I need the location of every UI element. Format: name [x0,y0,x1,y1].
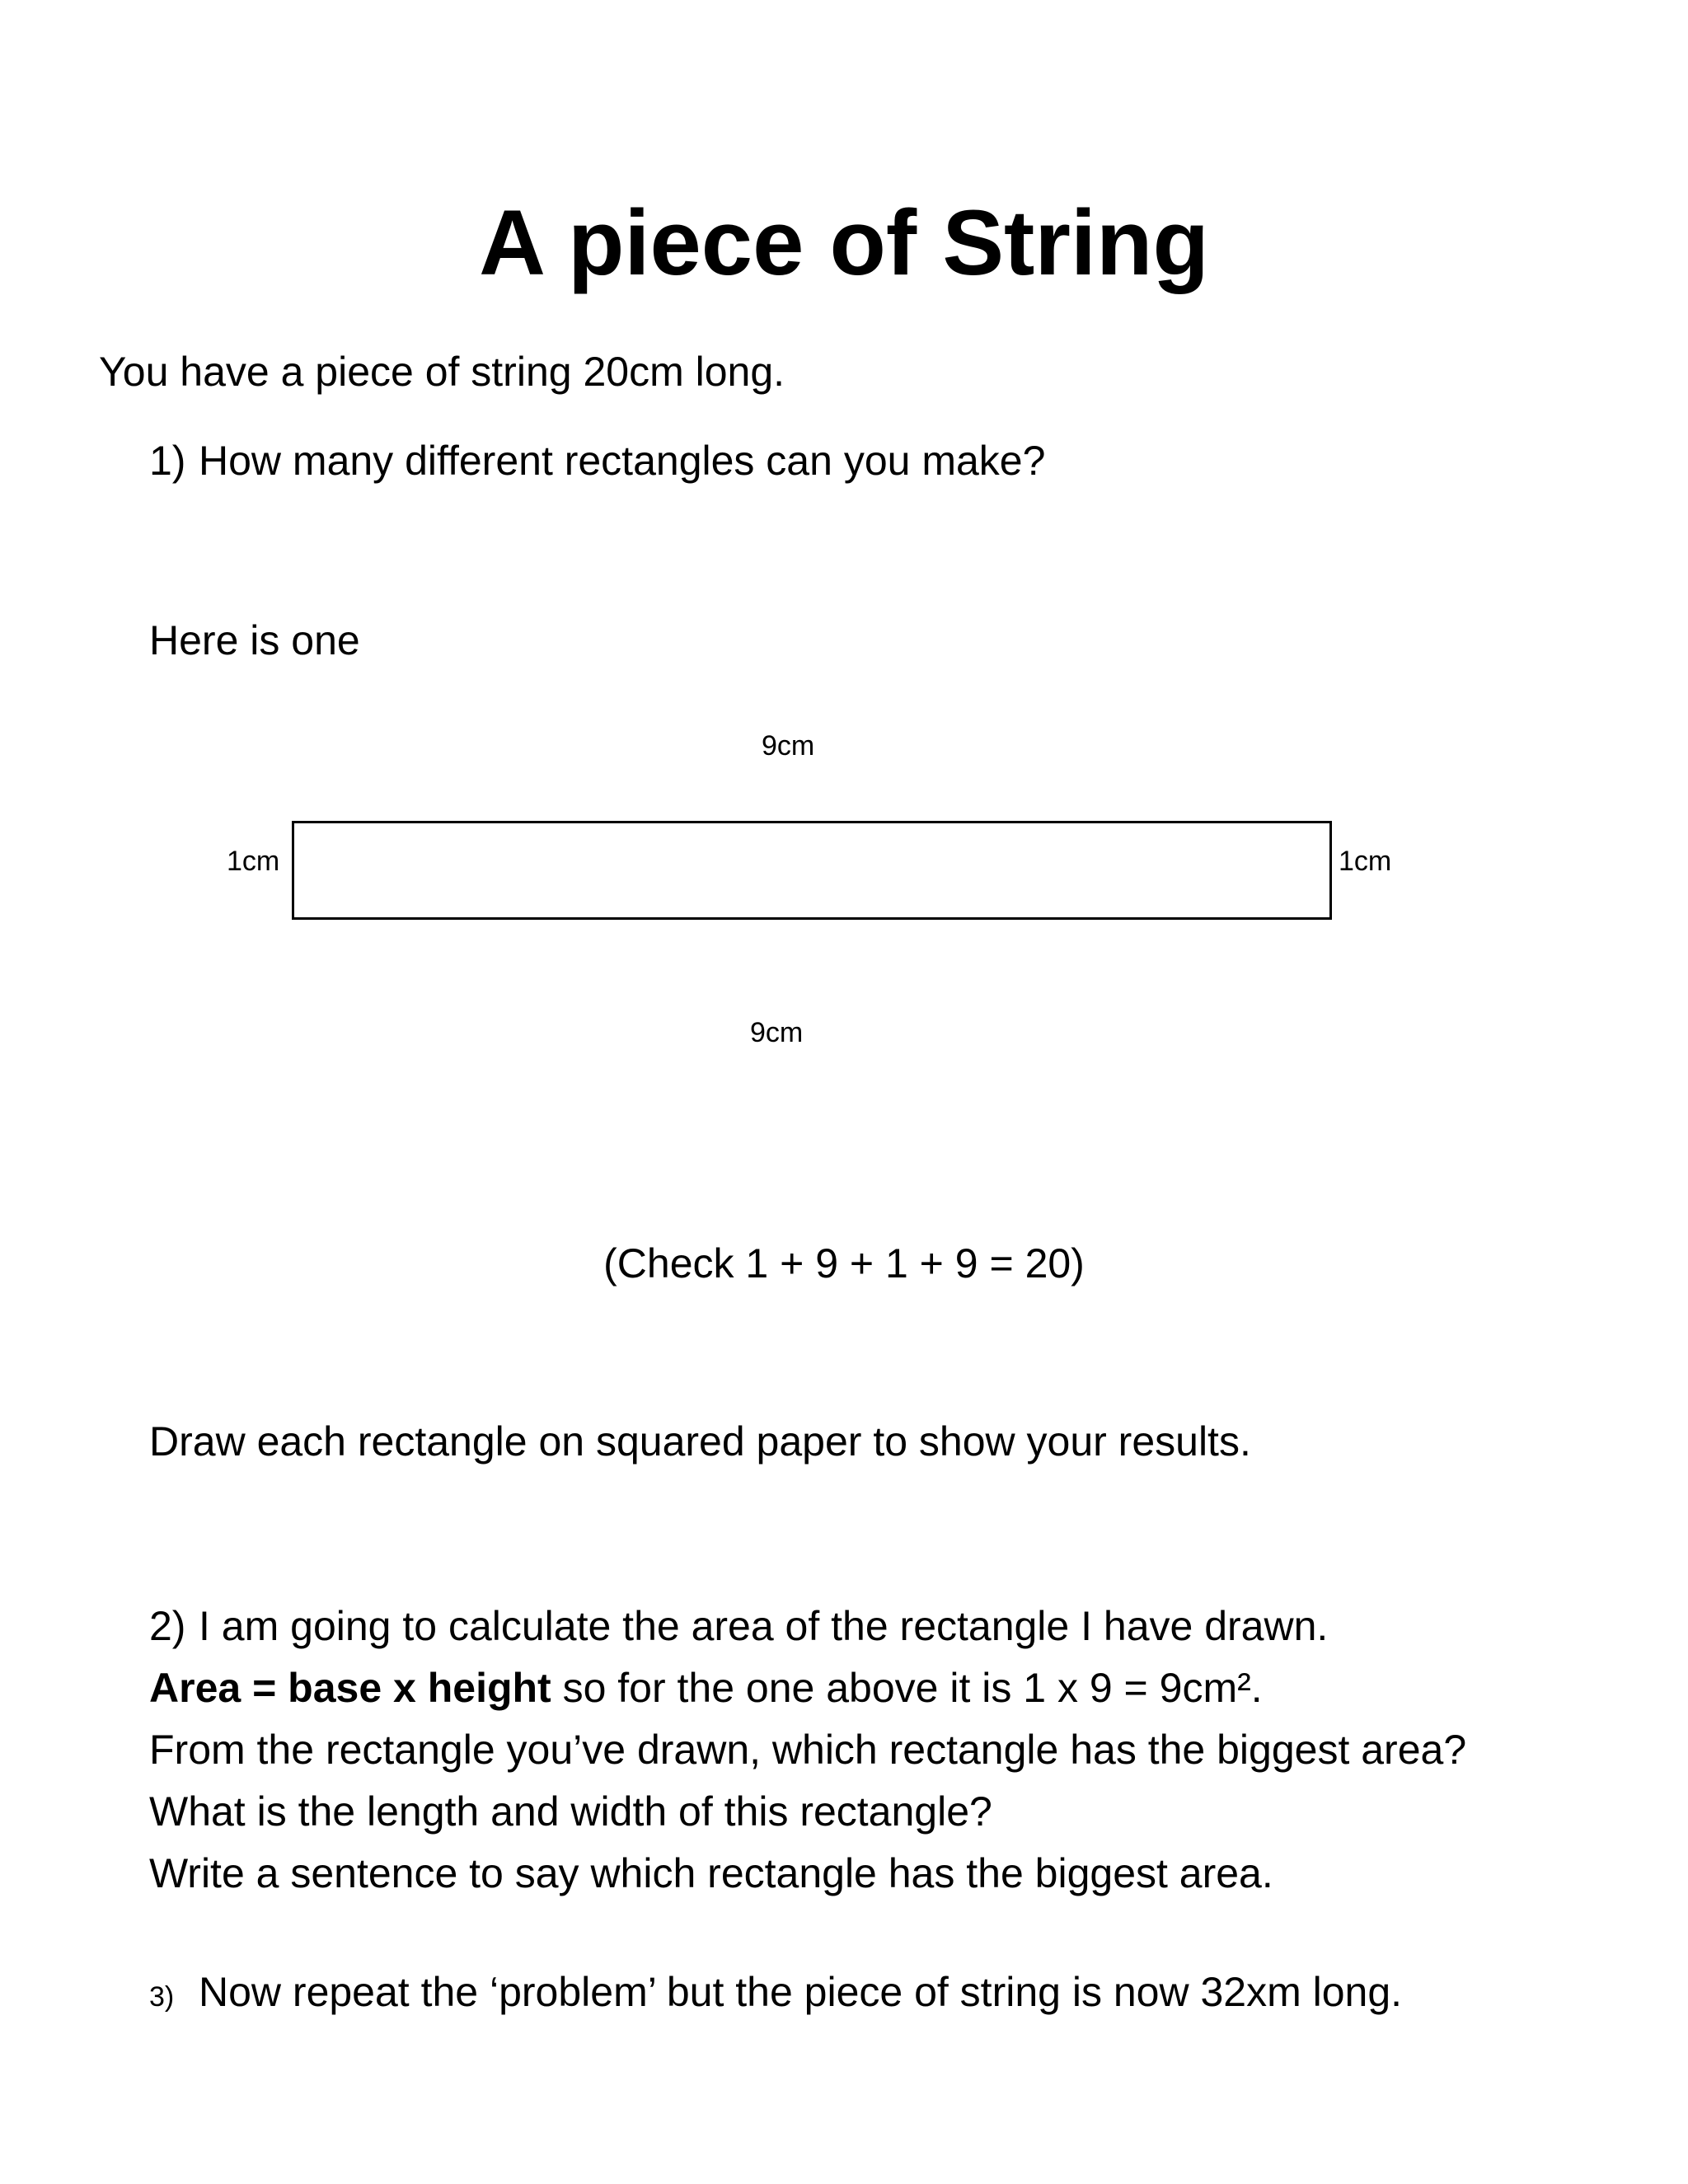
draw-instruction: Draw each rectangle on squared paper to show your results. [149,1418,1251,1465]
here-is-one-text: Here is one [149,617,360,663]
question-2 [149,1596,1466,1905]
question-2-line-1 [149,1596,1466,1657]
area-formula: Area = base x height [149,1665,551,1711]
question-2-line-4: What is the length and width of this rectangle? [149,1788,992,1835]
question-3-number: 3) [149,1981,175,2013]
question-2-line-5: Write a sentence to say which rectangle has the biggest area. [149,1850,1273,1896]
page-title: A piece of String [479,191,1209,294]
question-2-number: 2) [149,1603,186,1649]
rectangle-left-label: 1cm [227,846,280,877]
question-3-text: Now repeat the ‘problem’ but the piece of string is now 32xm long. [199,1969,1403,2015]
area-formula-example: so for the one above it is 1 x 9 = 9cm². [551,1665,1263,1711]
rectangle-right-label: 1cm [1339,846,1392,877]
check-text: (Check 1 + 9 + 1 + 9 = 20) [603,1240,1085,1286]
question-1-text: How many different rectangles can you make? [199,438,1046,484]
rectangle-bottom-label: 9cm [750,1017,804,1048]
rectangle-top-label: 9cm [762,730,815,762]
example-rectangle [292,821,1332,920]
question-1-number: 1) [149,438,186,484]
question-1 [149,435,1045,486]
question-2-line-3: From the rectangle you’ve drawn, which rectangle has the biggest area? [149,1727,1467,1773]
intro-text: You have a piece of string 20cm long. [99,349,785,395]
question-3 [149,1966,1402,2022]
question-2-line-2 [149,1657,1466,1719]
question-2-line-1-text: I am going to calculate the area of the rectangle I have drawn. [199,1603,1329,1649]
